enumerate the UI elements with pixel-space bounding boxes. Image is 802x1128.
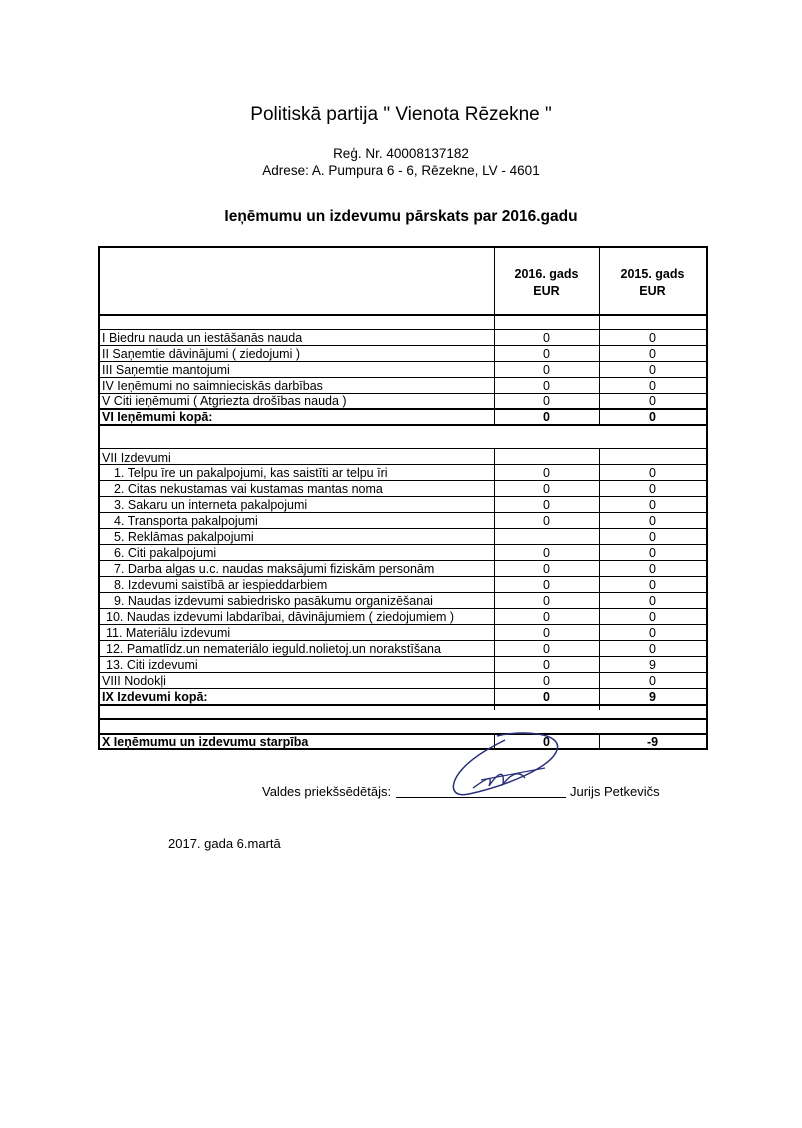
header-2015-year: 2015. gads <box>620 267 685 281</box>
taxes-label: VIII Nodokļi <box>102 674 166 688</box>
row-label: 11. Materiālu izdevumi <box>106 626 231 640</box>
row-value-2015: 0 <box>649 610 656 624</box>
address: Adrese: A. Pumpura 6 - 6, Rēzekne, LV - 4601 <box>262 163 540 178</box>
row-label: I Biedru nauda un iestāšanās nauda <box>102 331 303 345</box>
expense-total-label: IX Izdevumi kopā: <box>102 690 208 704</box>
row-value-2016: 0 <box>543 514 550 528</box>
row-label: 7. Darba algas u.c. naudas maksājumi fiziskām personām <box>114 562 435 576</box>
header-2016-year: 2016. gads <box>514 267 579 281</box>
row-value-2016: 0 <box>543 379 550 393</box>
row-label: 13. Citi izdevumi <box>106 658 198 672</box>
income-total-label: VI Ieņēmumi kopā: <box>102 410 213 424</box>
row-value-2016: 0 <box>543 466 550 480</box>
row-value-2015: 0 <box>649 379 656 393</box>
row-value-2016: 0 <box>543 658 550 672</box>
row-value-2015: 0 <box>649 347 656 361</box>
header-2016 <box>494 266 599 300</box>
expense-total-2016: 0 <box>543 690 550 704</box>
row-divider <box>100 314 706 316</box>
registration-number: Reģ. Nr. 40008137182 <box>333 146 469 161</box>
row-value-2016: 0 <box>543 546 550 560</box>
header-2015-unit: EUR <box>639 284 666 298</box>
row-value-2016: 0 <box>543 594 550 608</box>
row-value-2015: 0 <box>649 331 656 345</box>
row-value-2015: 0 <box>649 498 656 512</box>
signer-name: Jurijs Petkevičs <box>570 784 660 799</box>
row-label: 3. Sakaru un interneta pakalpojumi <box>114 498 308 512</box>
row-value-2016: 0 <box>543 626 550 640</box>
row-value-2015: 0 <box>649 466 656 480</box>
income-total-2016: 0 <box>543 410 550 424</box>
row-label: 10. Naudas izdevumi labdarībai, dāvinājumiem ( ziedojumiem ) <box>106 610 455 624</box>
row-label: 4. Transporta pakalpojumi <box>114 514 258 528</box>
taxes-2015: 0 <box>649 674 656 688</box>
row-value-2016: 0 <box>543 642 550 656</box>
row-label: 5. Reklāmas pakalpojumi <box>114 530 254 544</box>
row-value-2016: 0 <box>543 347 550 361</box>
row-divider <box>100 718 706 720</box>
row-label: IV Ieņēmumi no saimnieciskās darbības <box>102 379 323 393</box>
taxes-2016: 0 <box>543 674 550 688</box>
row-divider <box>100 448 706 449</box>
difference-2015: -9 <box>646 735 659 749</box>
row-value-2015: 0 <box>649 394 656 408</box>
expense-total-2015: 9 <box>649 690 656 704</box>
header-2016-unit: EUR <box>533 284 560 298</box>
row-label: II Saņemtie dāvinājumi ( ziedojumi ) <box>102 347 300 361</box>
difference-2016: 0 <box>543 735 550 749</box>
row-value-2015: 0 <box>649 562 656 576</box>
row-value-2015: 0 <box>649 514 656 528</box>
row-value-2016: 0 <box>543 331 550 345</box>
report-title: Ieņēmumu un izdevumu pārskats par 2016.gadu <box>224 208 578 225</box>
row-value-2015: 0 <box>649 363 656 377</box>
row-label: V Citi ieņēmumi ( Atgriezta drošības nauda ) <box>102 394 347 408</box>
row-value-2016: 0 <box>543 482 550 496</box>
signature-underline <box>396 797 566 798</box>
row-label: 1. Telpu īre un pakalpojumi, kas saistīti ar telpu īri <box>114 466 388 480</box>
expenses-header: VII Izdevumi <box>102 451 171 465</box>
row-value-2016: 0 <box>543 610 550 624</box>
row-value-2015: 0 <box>649 594 656 608</box>
row-value-2015: 0 <box>649 546 656 560</box>
row-value-2015: 0 <box>649 642 656 656</box>
row-label: III Saņemtie mantojumi <box>102 363 230 377</box>
party-title: Politiskā partija " Vienota Rēzekne " <box>250 104 552 125</box>
row-value-2015: 0 <box>649 530 656 544</box>
income-total-2015: 0 <box>649 410 656 424</box>
row-value-2015: 0 <box>649 578 656 592</box>
document-date: 2017. gada 6.martā <box>168 836 281 851</box>
row-label: 2. Citas nekustamas vai kustamas mantas noma <box>114 482 383 496</box>
handwritten-signature <box>445 728 575 802</box>
row-value-2016: 0 <box>543 578 550 592</box>
row-value-2015: 0 <box>649 482 656 496</box>
row-value-2016: 0 <box>543 363 550 377</box>
row-label: 12. Pamatlīdz.un nemateriālo ieguld.nolietoj.un norakstīšana <box>106 642 441 656</box>
row-value-2015: 0 <box>649 626 656 640</box>
row-label: 6. Citi pakalpojumi <box>114 546 217 560</box>
row-label: 8. Izdevumi saistībā ar iespieddarbiem <box>114 578 328 592</box>
row-label: 9. Naudas izdevumi sabiedrisko pasākumu organizēšanai <box>114 594 433 608</box>
report-table <box>98 246 708 750</box>
row-value-2015: 9 <box>649 658 656 672</box>
row-value-2016: 0 <box>543 498 550 512</box>
header-2015 <box>599 266 706 300</box>
row-value-2016: 0 <box>543 394 550 408</box>
difference-label: X Ieņēmumu un izdevumu starpība <box>102 735 309 749</box>
row-value-2016: 0 <box>543 562 550 576</box>
signature-label: Valdes priekšsēdētājs: <box>262 784 392 799</box>
